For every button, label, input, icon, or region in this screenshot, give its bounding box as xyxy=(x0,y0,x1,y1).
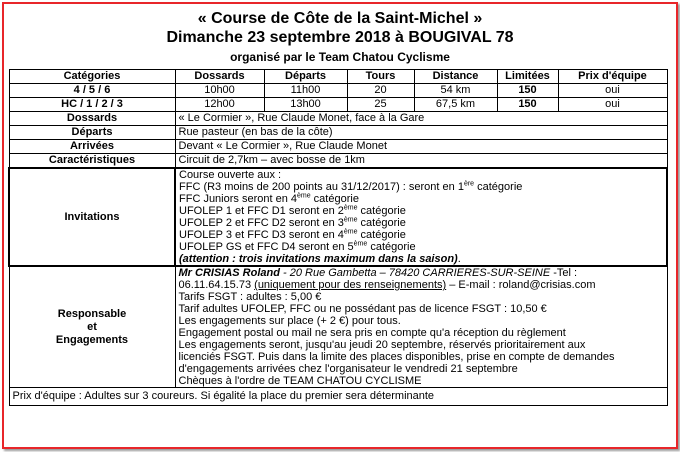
col-dossards: Dossards xyxy=(175,70,264,84)
event-date: Dimanche 23 septembre 2018 à BOUGIVAL 78 xyxy=(166,29,514,46)
invitations-content xyxy=(175,168,667,266)
contact-line: Mr CRISIAS Roland - 20 Rue Gambetta – 78420 CARRIERES-SUR-SEINE -Tel : xyxy=(178,267,578,279)
row-prix: oui xyxy=(558,98,667,112)
footer-note: Prix d'équipe : Adultes sur 3 coureurs. Si égalité la place du premier sera déterminante xyxy=(9,388,667,406)
tarif-fsgt: Tarifs FSGT : adultes : 5,00 € xyxy=(178,291,322,303)
info-row-arrivees xyxy=(9,140,667,154)
row-tours: 20 xyxy=(347,84,414,98)
info-row-departs xyxy=(9,126,667,140)
col-categories: Catégories xyxy=(9,70,175,84)
caracteristiques-label: Caractéristiques xyxy=(9,154,175,169)
invitations-intro: Course ouverte aux : xyxy=(179,169,282,181)
tarif-others: Tarif adultes UFOLEP, FFC ou ne possédant pas de licence FSGT : 10,50 € xyxy=(178,303,547,315)
dossards-label: Dossards xyxy=(9,112,175,126)
cheques-note: Chèques à l'ordre de TEAM CHATOU CYCLISME xyxy=(178,375,422,387)
row-category: 4 / 5 / 6 xyxy=(9,84,175,98)
arrivees-value: Devant « Le Cormier », Rue Claude Monet xyxy=(175,140,667,154)
invitations-row xyxy=(9,168,667,266)
engagements-content xyxy=(175,266,667,388)
col-tours: Tours xyxy=(347,70,414,84)
table-row xyxy=(9,84,667,98)
row-departs: 13h00 xyxy=(264,98,347,112)
postal-note: Engagement postal ou mail ne sera pris en compte qu'a réception du règlement xyxy=(178,327,566,339)
engagements-label: Responsable et Engagements xyxy=(9,266,175,388)
row-tours: 25 xyxy=(347,98,414,112)
caracteristiques-value: Circuit de 2,7km – avec bosse de 1km xyxy=(175,154,667,169)
reservation-note: d'engagements arrivées chez l'organisateur le vendredi 21 septembre xyxy=(178,363,518,375)
invitation-line: UFOLEP 1 et FFC D1 seront en 2ème catégorie xyxy=(179,204,406,217)
arrivees-label: Arrivées xyxy=(9,140,175,154)
sur-place-note: Les engagements sur place (+ 2 €) pour tous. xyxy=(178,315,401,327)
departs-value: Rue pasteur (en bas de la côte) xyxy=(175,126,667,140)
col-distance: Distance xyxy=(414,70,497,84)
invitation-line: UFOLEP 3 et FFC D3 seront en 4ème catégorie xyxy=(179,228,406,241)
invitation-warning: (attention : trois invitations maximum dans la saison). xyxy=(179,253,461,265)
organizer: organisé par le Team Chatou Cyclisme xyxy=(230,50,450,64)
row-distance: 67,5 km xyxy=(414,98,497,112)
footer-row xyxy=(9,388,667,406)
engagements-row xyxy=(9,266,667,388)
row-departs: 11h00 xyxy=(264,84,347,98)
phone-line: 06.11.64.15.73 (uniquement pour des renseignements) – E-mail : roland@crisias.com xyxy=(178,279,596,291)
info-row-caracteristiques xyxy=(9,154,667,169)
invitation-line: FFC (R3 moins de 200 points au 31/12/2017) : seront en 1ère catégorie xyxy=(179,180,523,193)
invitation-line: FFC Juniors seront en 4ème catégorie xyxy=(179,192,359,205)
table-row xyxy=(9,98,667,112)
row-dossards: 10h00 xyxy=(175,84,264,98)
reservation-note: Les engagements seront, jusqu'au jeudi 20 septembre, réservés prioritairement aux xyxy=(178,339,586,351)
row-distance: 54 km xyxy=(414,84,497,98)
reservation-note: licenciés FSGT. Puis dans la limite des places disponibles, prise en compte de demandes xyxy=(178,351,615,363)
departs-label: Départs xyxy=(9,126,175,140)
dossards-value: « Le Cormier », Rue Claude Monet, face à la Gare xyxy=(175,112,667,126)
row-limitees: 150 xyxy=(497,98,558,112)
page-title: « Course de Côte de la Saint-Michel » xyxy=(197,10,483,27)
table-header-row xyxy=(9,70,667,84)
invitations-label: Invitations xyxy=(9,168,175,266)
invitation-line: UFOLEP GS et FFC D4 seront en 5ème catégorie xyxy=(179,240,416,253)
row-prix: oui xyxy=(558,84,667,98)
row-category: HC / 1 / 2 / 3 xyxy=(9,98,175,112)
info-row-dossards xyxy=(9,112,667,126)
row-dossards: 12h00 xyxy=(175,98,264,112)
col-limitees: Limitées xyxy=(497,70,558,84)
invitation-line: UFOLEP 2 et FFC D2 seront en 3ème catégorie xyxy=(179,216,406,229)
col-departs: Départs xyxy=(264,70,347,84)
col-prix: Prix d'équipe xyxy=(558,70,667,84)
row-limitees: 150 xyxy=(497,84,558,98)
race-table xyxy=(8,69,668,406)
